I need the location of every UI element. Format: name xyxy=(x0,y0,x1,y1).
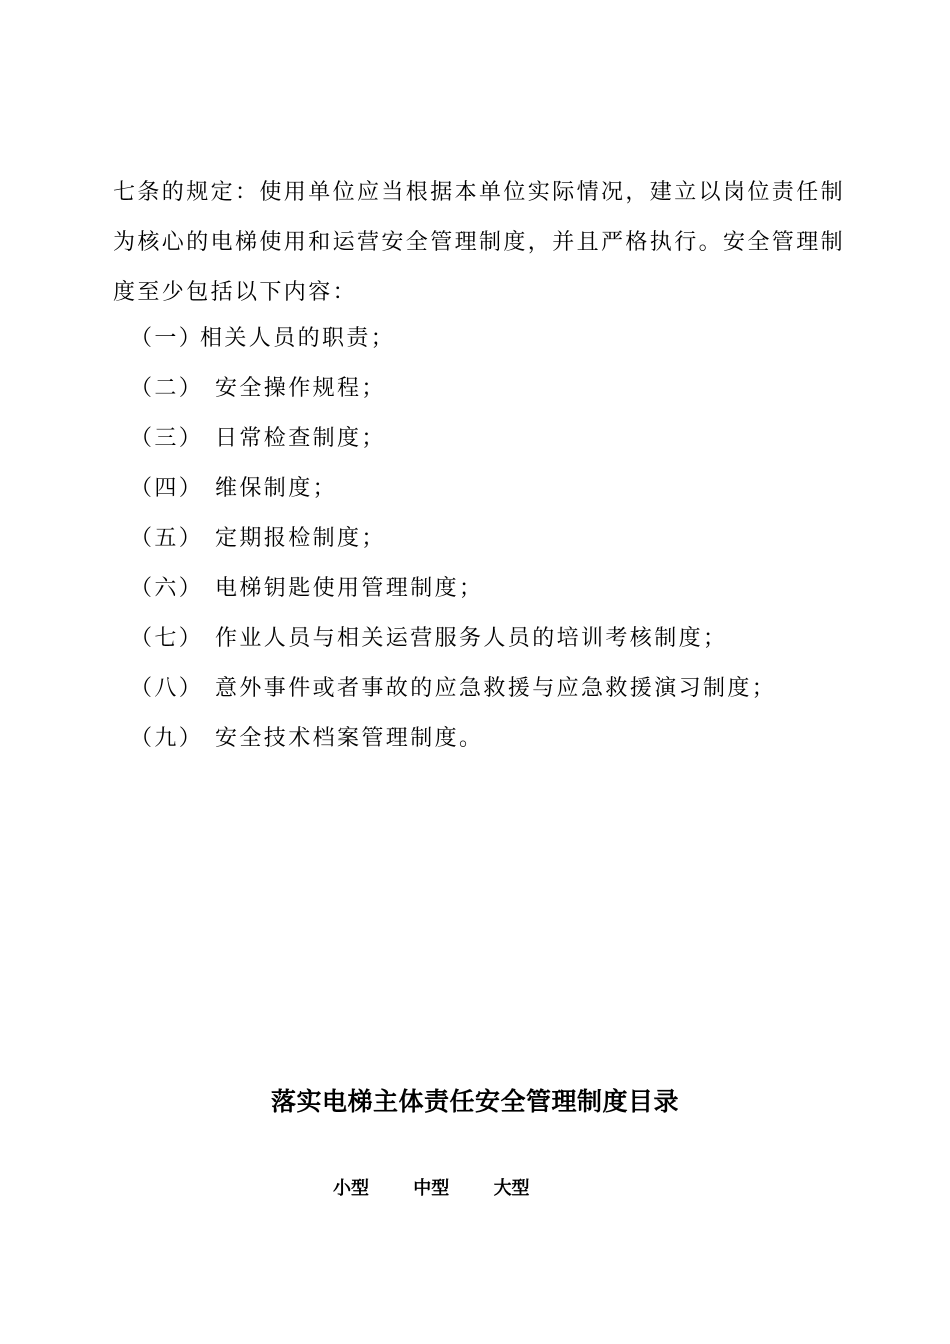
list-item-number: （四） xyxy=(130,476,204,501)
list-item-text: 安全操作规程； xyxy=(215,376,386,401)
list-item xyxy=(130,314,830,364)
intro-paragraph xyxy=(113,168,846,318)
list-item-number: （八） xyxy=(130,676,204,701)
list-item-text: 定期报检制度； xyxy=(215,526,386,551)
paragraph-line: 为核心的电梯使用和运营安全管理制度，并且严格执行。安全管理制 xyxy=(113,230,846,255)
paragraph-line: 度至少包括以下内容： xyxy=(113,280,358,305)
elevator-type-row xyxy=(333,1174,568,1204)
list-item xyxy=(130,514,830,564)
section-heading: 落实电梯主体责任安全管理制度目录 xyxy=(270,1087,679,1116)
list-item xyxy=(130,564,830,614)
list-item-number: （九） xyxy=(130,726,204,751)
list-item-number: （一） xyxy=(130,326,204,351)
list-item-number: （六） xyxy=(130,576,204,601)
list-item-text: 作业人员与相关运营服务人员的培训考核制度； xyxy=(215,626,728,651)
list-item xyxy=(130,664,830,714)
list-item-text: 电梯钥匙使用管理制度； xyxy=(215,576,484,601)
list-item xyxy=(130,714,830,764)
list-item-number: （三） xyxy=(130,426,204,451)
list-item-text: 日常检查制度； xyxy=(215,426,386,451)
list-item xyxy=(130,364,830,414)
type-label-large: 大型 xyxy=(493,1178,530,1199)
list-item-text: 安全技术档案管理制度。 xyxy=(215,726,484,751)
list-item xyxy=(130,414,830,464)
list-item xyxy=(130,464,830,514)
list-item-number: （七） xyxy=(130,626,204,651)
type-label-small: 小型 xyxy=(333,1178,369,1199)
list-item xyxy=(130,614,830,664)
list-item-text: 相关人员的职责； xyxy=(200,326,396,351)
regulation-list xyxy=(130,314,830,764)
paragraph-line: 七条的规定：使用单位应当根据本单位实际情况，建立以岗位责任制 xyxy=(113,180,846,205)
list-item-text: 意外事件或者事故的应急救援与应急救援演习制度； xyxy=(215,676,777,701)
type-label-medium: 中型 xyxy=(413,1178,450,1199)
list-item-text: 维保制度； xyxy=(215,476,338,501)
list-item-number: （二） xyxy=(130,376,204,401)
list-item-number: （五） xyxy=(130,526,204,551)
